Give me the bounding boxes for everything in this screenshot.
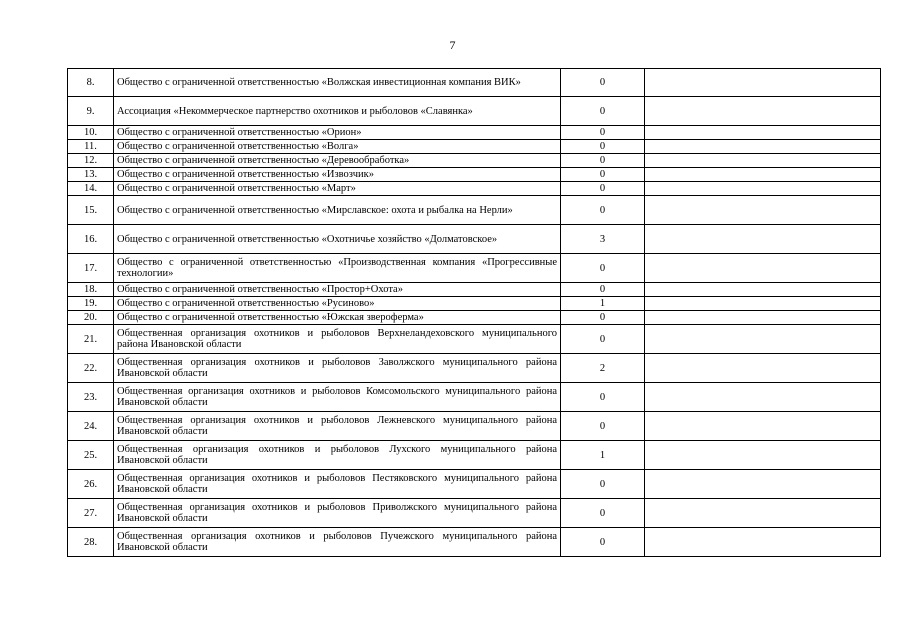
table-row — [68, 225, 881, 254]
table-row — [68, 154, 881, 168]
table-body — [68, 69, 881, 557]
row-empty-cell — [645, 354, 881, 383]
row-value: 0 — [561, 383, 645, 412]
row-value: 0 — [561, 140, 645, 154]
table-row — [68, 383, 881, 412]
row-value: 2 — [561, 354, 645, 383]
organization-name: Общественная организация охотников и рыболовов Лухского муниципального района Ивановской области — [114, 441, 561, 470]
row-number: 11. — [68, 140, 114, 154]
row-number: 9. — [68, 97, 114, 126]
organization-name: Общество с ограниченной ответственностью «Простор+Охота» — [114, 283, 561, 297]
organization-name: Общество с ограниченной ответственностью «Март» — [114, 182, 561, 196]
row-number: 25. — [68, 441, 114, 470]
row-number: 28. — [68, 528, 114, 557]
table-row — [68, 297, 881, 311]
row-number: 18. — [68, 283, 114, 297]
table-row — [68, 254, 881, 283]
row-empty-cell — [645, 126, 881, 140]
row-value: 0 — [561, 154, 645, 168]
organization-name: Ассоциация «Некоммерческое партнерство охотников и рыболовов «Славянка» — [114, 97, 561, 126]
table-row — [68, 499, 881, 528]
row-value: 0 — [561, 126, 645, 140]
organization-name: Общественная организация охотников и рыболовов Заволжского муниципального района Ивановской области — [114, 354, 561, 383]
row-number: 27. — [68, 499, 114, 528]
row-value: 0 — [561, 412, 645, 441]
row-empty-cell — [645, 196, 881, 225]
row-value: 0 — [561, 311, 645, 325]
organization-name: Общественная организация охотников и рыболовов Пестяковского муниципального района Ивановской области — [114, 470, 561, 499]
page-number: 7 — [449, 38, 456, 52]
row-number: 26. — [68, 470, 114, 499]
row-empty-cell — [645, 97, 881, 126]
row-number: 13. — [68, 168, 114, 182]
organization-name: Общество с ограниченной ответственностью «Орион» — [114, 126, 561, 140]
row-value: 0 — [561, 182, 645, 196]
row-number: 16. — [68, 225, 114, 254]
row-empty-cell — [645, 499, 881, 528]
table-row — [68, 354, 881, 383]
organization-name: Общество с ограниченной ответственностью «Производственная компания «Прогрессивные технологии» — [114, 254, 561, 283]
row-number: 19. — [68, 297, 114, 311]
row-value: 3 — [561, 225, 645, 254]
organization-name: Общество с ограниченной ответственностью «Мирславское: охота и рыбалка на Нерли» — [114, 196, 561, 225]
row-value: 0 — [561, 528, 645, 557]
organization-name: Общество с ограниченной ответственностью «Волжская инвестиционная компания ВИК» — [114, 69, 561, 97]
organization-name: Общественная организация охотников и рыболовов Приволжского муниципального района Ивановской области — [114, 499, 561, 528]
organization-name: Общественная организация охотников и рыболовов Пучежского муниципального района Ивановской области — [114, 528, 561, 557]
table-row — [68, 528, 881, 557]
organization-name: Общество с ограниченной ответственностью «Извозчик» — [114, 168, 561, 182]
row-empty-cell — [645, 69, 881, 97]
organizations-table — [67, 68, 881, 557]
row-number: 20. — [68, 311, 114, 325]
row-number: 14. — [68, 182, 114, 196]
table-row — [68, 283, 881, 297]
row-value: 0 — [561, 283, 645, 297]
table-row — [68, 140, 881, 154]
row-value: 0 — [561, 168, 645, 182]
table-row — [68, 325, 881, 354]
row-value: 0 — [561, 97, 645, 126]
organization-name: Общество с ограниченной ответственностью «Южская звероферма» — [114, 311, 561, 325]
table-row — [68, 126, 881, 140]
row-value: 0 — [561, 254, 645, 283]
organization-name: Общество с ограниченной ответственностью «Русиново» — [114, 297, 561, 311]
table-row — [68, 441, 881, 470]
row-number: 17. — [68, 254, 114, 283]
row-number: 8. — [68, 69, 114, 97]
row-value: 0 — [561, 499, 645, 528]
row-empty-cell — [645, 154, 881, 168]
row-number: 21. — [68, 325, 114, 354]
table-row — [68, 69, 881, 97]
table-row — [68, 412, 881, 441]
row-value: 1 — [561, 441, 645, 470]
organization-name: Общество с ограниченной ответственностью «Деревообработка» — [114, 154, 561, 168]
table-row — [68, 182, 881, 196]
table-row — [68, 311, 881, 325]
row-value: 0 — [561, 196, 645, 225]
row-empty-cell — [645, 283, 881, 297]
row-value: 0 — [561, 470, 645, 499]
table-row — [68, 196, 881, 225]
row-empty-cell — [645, 470, 881, 499]
row-empty-cell — [645, 254, 881, 283]
row-empty-cell — [645, 140, 881, 154]
row-number: 10. — [68, 126, 114, 140]
row-empty-cell — [645, 412, 881, 441]
row-number: 22. — [68, 354, 114, 383]
row-empty-cell — [645, 441, 881, 470]
row-empty-cell — [645, 383, 881, 412]
table-row — [68, 470, 881, 499]
row-value: 0 — [561, 325, 645, 354]
table-row — [68, 168, 881, 182]
row-empty-cell — [645, 297, 881, 311]
row-empty-cell — [645, 168, 881, 182]
organization-name: Общество с ограниченной ответственностью «Волга» — [114, 140, 561, 154]
row-number: 24. — [68, 412, 114, 441]
row-value: 1 — [561, 297, 645, 311]
organization-name: Общественная организация охотников и рыболовов Комсомольского муниципального района Ивановской области — [114, 383, 561, 412]
table-row — [68, 97, 881, 126]
row-number: 23. — [68, 383, 114, 412]
row-empty-cell — [645, 182, 881, 196]
row-empty-cell — [645, 528, 881, 557]
row-empty-cell — [645, 325, 881, 354]
row-value: 0 — [561, 69, 645, 97]
row-number: 15. — [68, 196, 114, 225]
row-empty-cell — [645, 225, 881, 254]
organization-name: Общественная организация охотников и рыболовов Лежневского муниципального района Ивановской области — [114, 412, 561, 441]
row-empty-cell — [645, 311, 881, 325]
organization-name: Общество с ограниченной ответственностью «Охотничье хозяйство «Долматовское» — [114, 225, 561, 254]
row-number: 12. — [68, 154, 114, 168]
organization-name: Общественная организация охотников и рыболовов Верхнеландеховского муниципального района Ивановской области — [114, 325, 561, 354]
